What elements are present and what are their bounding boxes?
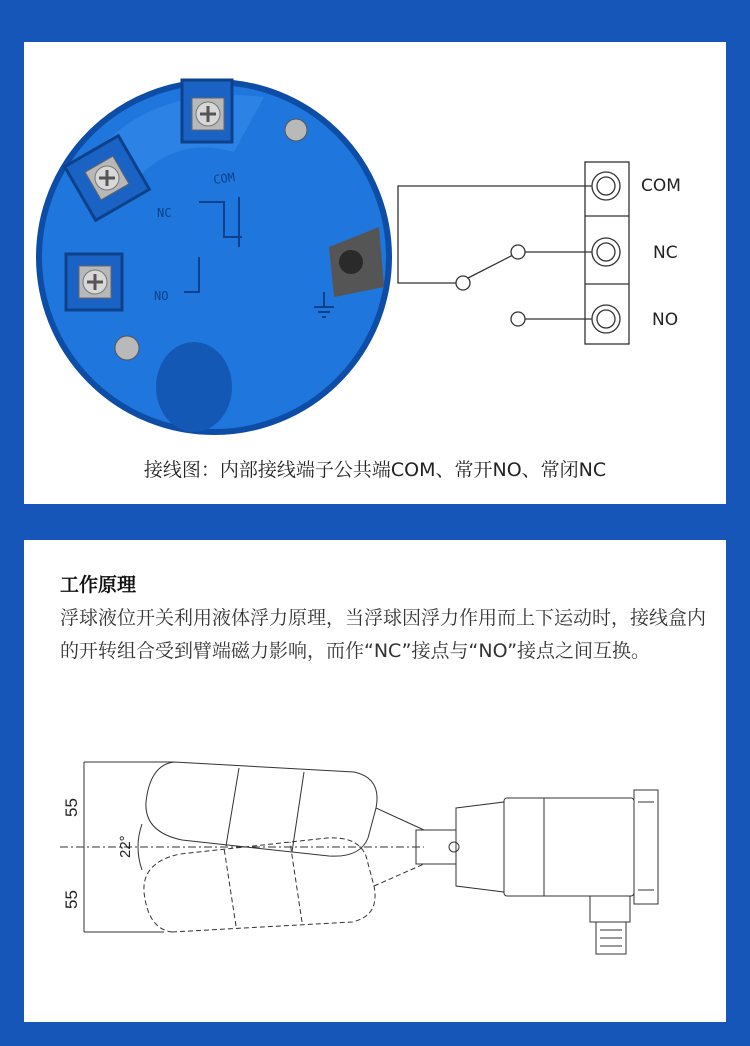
principle-panel — [24, 540, 726, 1022]
switch-housing — [456, 790, 658, 954]
terminal-block-no — [66, 254, 122, 310]
photo-label-com: COM — [212, 170, 236, 187]
dimension-drawing — [24, 540, 726, 1022]
dim-lower-label: 55 — [62, 890, 81, 909]
float-upper — [146, 762, 424, 856]
dim-upper-label: 55 — [62, 798, 81, 817]
wiring-caption: 接线图：内部接线端子公共端COM、常开NO、常闭NC — [143, 459, 607, 481]
section-title: 工作原理 — [60, 574, 137, 596]
photo-label-nc: NC — [157, 206, 172, 220]
screw-icon — [285, 119, 307, 141]
wiring-schematic — [398, 162, 629, 344]
terminal-label-nc: NC — [653, 243, 678, 263]
wiring-panel — [24, 42, 726, 504]
wiring-illustration — [24, 42, 726, 504]
float-lower — [144, 838, 424, 932]
angle-label: 22° — [117, 835, 134, 858]
screw-icon — [115, 336, 139, 360]
terminal-label-com: COM — [641, 176, 681, 196]
junction-box-photo — [39, 80, 389, 432]
photo-label-no: NO — [154, 289, 169, 303]
section-body: 浮球液位开关利用液体浮力原理，当浮球因浮力作用而上下运动时，接线盒内的开转组合受到臂端磁力影响，而作“NC”接点与“NO”接点之间互换。 — [60, 607, 707, 662]
terminal-label-no: NO — [652, 310, 679, 330]
terminal-block-com — [182, 80, 232, 142]
